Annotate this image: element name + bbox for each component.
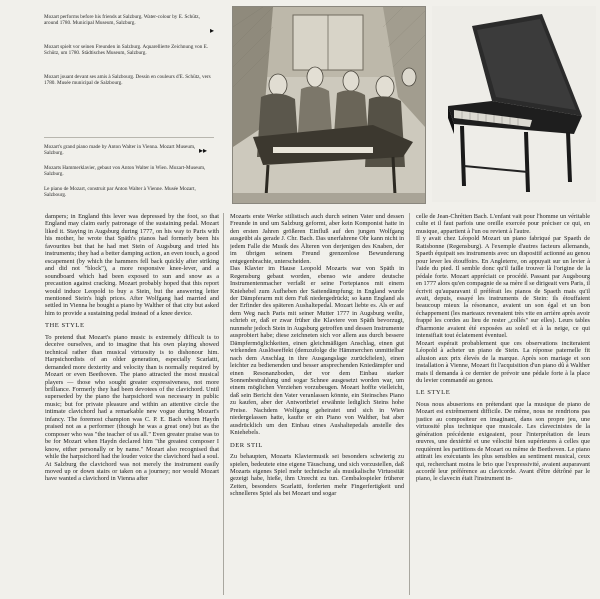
english-column (45, 213, 219, 595)
caption-piano-fr (44, 186, 214, 198)
caption-text: Mozarts Hammerklavier, gebaut von Anton Walter in Wien. Mozart-Museum, Salzburg. (44, 165, 206, 178)
body-paragraph: Mozarts erste Werke stilistisch auch durch seinen Vater und dessen Freunde in und um Salzburg geformt, aber kein Komponist hatte in den ersten Jahren größeren Einfluß auf den jungen Wolfgang ausgeübt als gerade J. Chr. Bach. Das unerfahrene Ohr kann nicht in jedem Falle die Musik des Älteren von derjenigen des Knaben, der im übrigen seinem Freund grenzenlose Bewunderung entgegenbrachte, unterscheiden. (230, 213, 404, 265)
caption-text: Mozart spielt vor seinen Freunden in Salzburg. Aquarellierte Zeichnung von E. Schütz, um 1780. Städtisches Museum, Salzburg. (44, 44, 209, 57)
caption-text: Le piano de Mozart, construit par Anton Walter à Vienne. Musée Mozart, Salzbourg. (44, 186, 196, 199)
section-heading: DER STIL (230, 441, 263, 449)
double-arrow-right-icon: ▸▸ (199, 146, 208, 155)
column-divider (223, 213, 224, 595)
german-column (230, 213, 404, 595)
body-paragraph: Nous nous abuserions en prétendant que la musique de piano de Mozart est extrêmement difficile. De même, nous ne rendrions pas justice au compositeur en imaginant, dans son propre jeu, une virtuosité plus technique que musicale. Les clavecinistes de la génération précédente exigeaient, pour l'interprétation de leurs œuvres, une dextérité et une vélocité bien supérieures à celles que requièrent les partitions de Mozart ou même de Beethoven. Le piano attirait les exécutants les plus sensibles au sentiment musical, ceux qui, recherchant moins le brio que l'expressivité, avaient auparavant accordé leur préférence au clavicorde. Avant d'être détrôné par le piano, le clavecin était l'instrument in- (416, 400, 590, 483)
caption-text: Mozart's grand piano made by Anton Walter in Vienna. Mozart Museum, Salzburg. (44, 144, 196, 157)
column-divider (409, 213, 410, 595)
body-paragraph: To pretend that Mozart's piano music is extremely difficult is to deceive ourselves, and to imagine that his own playing showed technical rather than musical virtuosity is to dishonour him. Harpsichordists of an older generation, especially Scarlatti, demanded more dexterity and velocity than is normally required by Mozart or even Beethoven. The piano attracted the most musical players — those who sought greater expressiveness, not more brilliance. Formerly they had been devotees of the clavichord. Until superseded by the piano the harpsichord was necessary in public music; but for private pleasure and within an attentive circle the intimate clavichord had a remarkable new vogue during Mozart's infancy. The foremost champion was C. P. E. Bach whom Haydn praised not as a performer (though he was a great one) but as the composer who was "the teacher of us all." Even greater praise was to be for Mozart when Haydn declared him "the greatest composer I know, either personally or by name." Mozart also recognised that while the harpsichord had the louder voice the clavichord had a soul. At Salzburg the clavichord was not merely the instrument easily moved up or down stairs or taken on a journey; nor would Mozart have wanted a clavichord in Vienna after (45, 333, 219, 483)
caption-portrait-en (44, 14, 214, 26)
french-column (416, 213, 590, 595)
body-paragraph: celle de Jean-Chrétien Bach. L'enfant vait pour l'homme un véritable culte et il faut parfois une oreille exercée pour préciser ce qui, en musique, appartient à l'un ou revient à l'autre. (416, 213, 590, 235)
body-paragraph: Zu behaupten, Mozarts Klaviermusik sei besonders schwierig zu spielen, bedeutete eine eigene Täuschung, und sich vorzustellen, daß Mozarts eigenes Spiel mehr technische als musikalische Virtuosität gezeigt habe, hieße, ihm Unrecht zu tun. Cembalospieler früherer Zeiten, besonders Scarlatti, forderten mehr Fingerfertigkeit und schnelleres Spiel als bei Mozart und sogar (230, 453, 404, 498)
mozart-with-friends-illustration (232, 6, 426, 204)
section-heading: LE STYLE (416, 389, 451, 397)
caption-divider (44, 137, 214, 138)
body-paragraph: Il y avait chez Léopold Mozart un piano fabriqué par Spaeth de Ratisbonne (Regensburg). A l'exemple d'autres facteurs allemands, Spaeth équipait ses instruments avec un dispositif actionné au genou pour lever les étouffoirs. En Angleterre, on appuyait sur un levier à l'aide du pied. Il semble donc qu'il faille trouver là l'origine de la pédale forte. Mozart appréciait ce procédé. Passant par Augsbourg en 1777 alors qu'en compagnie de sa mère il se dirigeait vers Paris, il écrivit qu'auparavant il préférait les pianos de Spaeth mais qu'il avait, depuis, essayé les instruments de Stein: ils étouffaient beaucoup mieux la résonance, avaient un son égal et un bon échappement (les marteaux revenaient très vite en arrière après avoir frappé les cordes au lieu de rester „collés" sur elles). Leurs tables d'harmonie avaient été exposées au soleil et à la neige, ce qui intensifiait tout éclatement éventuel. (416, 235, 590, 340)
body-paragraph: Das Klavier im Hause Leopold Mozarts war von Späth in Regensburg gebaut worden, ebenso wie andere deutsche Instrumentenmacher verfaßt er seine Fortepianos mit einem Kniehebel zum Aufheben der Saitendämpfung; in England wurde der Dämpferarm mit dem Fuß niedergedrückt; so kann England als der Erfinder des späteren Aushaltepedal. Mozart liebte es. Als er auf dem Weg nach Paris mit seiner Mutter 1777 in Augsburg weilte, schrieb er, daß er zwar früher die Klaviere von Späth bevorzugt, nunmehr jedoch Stein in Augsburg getroffen und dessen Instrumente ausprobiert habe; diese zeichneten sich vor allem aus durch bessere Dämpfermöglichkeiten, einen gleichmäßigen Anschlag, einen gut wirkenden Auslöseeffekt (demzufolge die Hämmerchen unmittelbar nach dem Anschlag in ihre Ausgangslage zurückfielen), einen leichter zu bedienenden und besser ansprechenden Kniedämpfer und einen Resonanzboden, der vor dem Einbau starker Sonnenbestrahlung und sogar Schnee ausgesetzt worden war, um einem möglichen Verziehen vorzubeugen. Mozart hoffte vielleicht, daß sein Bericht den Vater veranlassen könnte, ein Steinsches Piano zu kaufen, aber der Antwortbrief erwähnte lediglich Steins hohe Preise. Nachdem Wolfgang geheiratet und sich in Wien niedergelassen hatte, kaufte er ein Piano von Walther, bat aber ausdrücklich um den Einbau eines Aushaltepedals anstelle des Kniehebels. (230, 265, 404, 437)
caption-text: Mozart jouant devant ses amis à Salzbourg. Dessin en couleurs d'E. Schütz, vers 1780. Musée municipal de Salzbourg. (44, 74, 211, 87)
section-heading: THE STYLE (45, 322, 85, 330)
caption-portrait-fr (44, 74, 214, 86)
arrow-right-icon: ▸ (210, 26, 215, 35)
walter-grand-piano-photo (432, 6, 596, 202)
body-paragraph: Mozart espérait probablement que ces observations inciteraient Léopold à acheter un piano de Stein. La réponse paternelle fit allusion aux prix élevés de la marque. Après son mariage et son installation à Vienne, Mozart fit l'acquisition d'un piano dû à Walther mais il demanda à ce dernier de prévoir une pédale forte à la place du levier commandé au genou. (416, 339, 590, 384)
caption-text: Mozart performs before his friends at Salzburg. Water-colour by E. Schütz, around 1780. Municipal Museum, Salzburg. (44, 14, 200, 27)
caption-piano-de (44, 165, 214, 177)
body-paragraph: dampers; in England this lever was depressed by the foot, so that England may claim early patronage of the sustaining pedal. Mozart liked it. Staying in Augsburg during 1777, on his way to Paris with his mother, he wrote that Späth's pianos had formerly been his favourites but that he had met Stein of Augsburg and tried his instruments; they had a better damping action, an even touch, a good escapement (by which the hammers fell back quickly after striking and did not "block"), a more responsive knee-lever, and a soundboard which had been exposed to sun and snow as a precaution against cracking. Mozart probably hoped that this report would induce Leopold to buy a Stein, but the answering letter mentioned Stein's high prices. After Wolfgang had married and settled in Vienna he bought a piano by Walther of that city but asked him to provide a sustaining pedal instead of a knee device. (45, 213, 219, 317)
caption-portrait-de (44, 44, 214, 56)
caption-piano-en (44, 144, 214, 156)
